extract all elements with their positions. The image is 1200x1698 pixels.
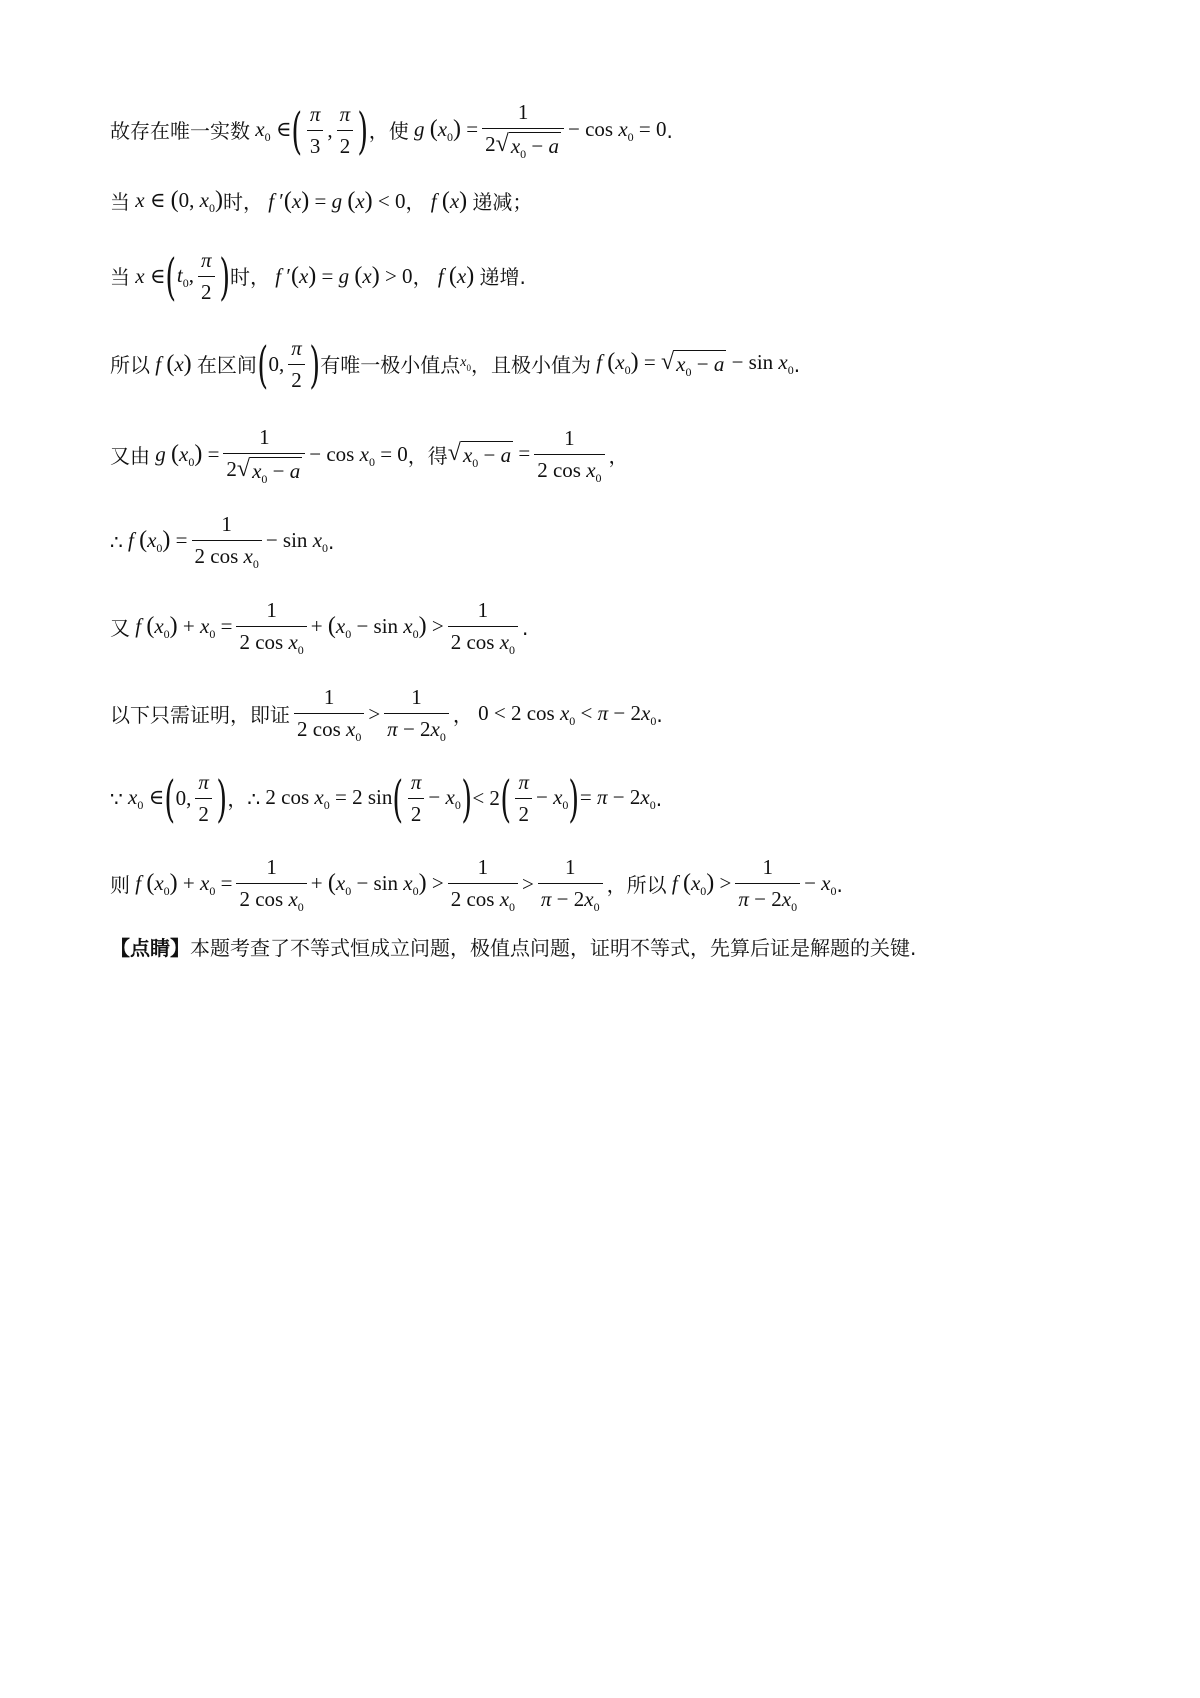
line-4: 所以 f (x) 在区间 ( 0, $\frac{\pi}{2}$ ) 有唯一极小值点 $x_0$ ，且极小值为 f $(x_0)$ = √ $x_0 - a$ − $\sin x_0$ . [110, 335, 801, 394]
line-9: ∵ $x_0$ ∈ ( 0, $\frac{\pi}{2}$ ) ，∴ 2 $\cos x_0 = 2$ sin ( $\frac{\pi}{2}$ − $x_0$ ) < 2 ( $\frac{\pi}{2}$ − $x_0$ ) = $\pi - 2x_0$ . [110, 769, 663, 828]
line-11-comment [110, 936, 1140, 960]
comment-tag: 【点睛】 [110, 936, 190, 960]
comment-text: 本题考查了不等式恒成立问题，极值点问题，证明不等式，先算后证是解题的关键. [190, 936, 917, 960]
line-7: 又 f $(x_0) + x_0$ = $\frac{1}{2 \cos x_0}$ + $(x_0 - \sin x_0)$ > $\frac{1}{2 \cos x_0}$ . [110, 598, 529, 658]
line-6: ∴ f $(x_0)$ = $\frac{1}{2 \cos x_0}$ − $\sin x_0$ . [110, 512, 335, 572]
line-10: 则 f $(x_0) + x_0$ = $\frac{1}{2 \cos x_0}$ + $(x_0 - \sin x_0)$ > $\frac{1}{2 \cos x_0}$ > $\frac{1}{\pi - 2x_0}$ ，所以 f $(x_0)$ > $\frac{1}{\pi - 2x_0}$ − $x_0$ . [110, 855, 843, 915]
line-8: 以下只需证明，即证 $\frac{1}{2 \cos x_0}$ > $\frac{1}{\pi - 2x_0}$ ， 0 < 2 $\cos x_0 < \pi - 2x_0$ . [110, 685, 663, 745]
line-5: 又由 g $(x_0)$ = 1 2 √ $x_0 - a$ − $\cos x_0 = 0$ ，得 √ $x_0 - a$ = $\frac{1}{2 \cos x_0}$ ， [110, 425, 629, 487]
line-3: 当 x ∈ ( $t_0$, $\frac{\pi}{2}$ ) 时， f ′(x) = g (x) > 0 ， f (x) 递增. [110, 247, 526, 306]
line-2: 当 x ∈ (0, $x_0$) 时， f ′(x) = g (x) < 0 ， f (x) 递减； [110, 187, 533, 215]
line-1-end: . [666, 118, 673, 143]
line-1: 故存在唯一实数 $x_0$ ∈ ( $\frac{\pi}{3}$ , $\frac{\pi}{2}$ ) ，使 g $(x_0)$ = 1 2 √ $x_0 - a$ − $\cos x_0 = 0$ . [110, 100, 673, 162]
line-1-prefix: 故存在唯一实数 [110, 118, 250, 143]
line-1-mid: ，使 [368, 118, 409, 143]
